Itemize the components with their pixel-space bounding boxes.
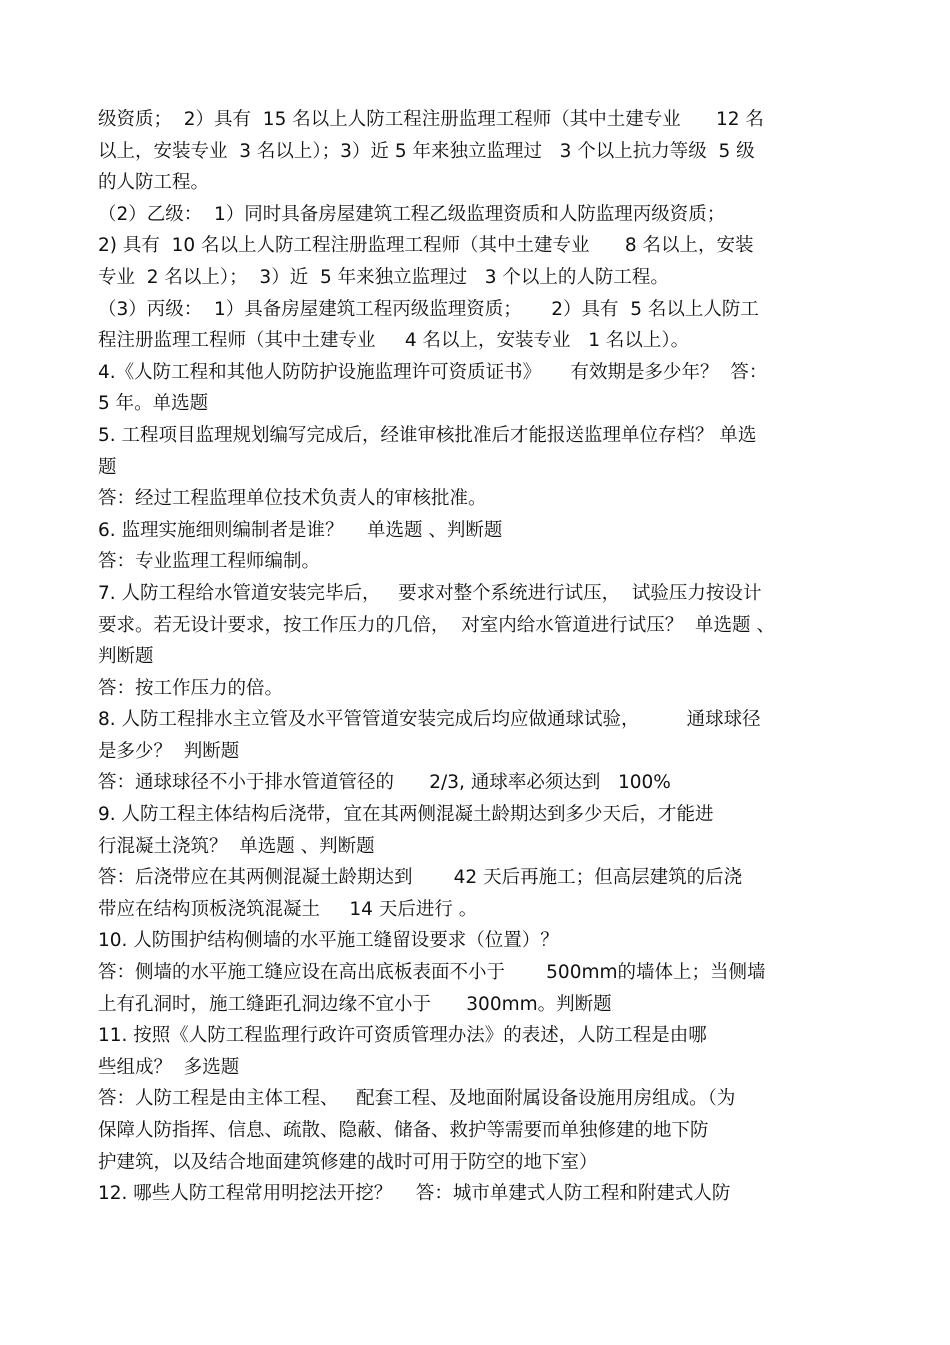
text-line: 4.《人防工程和其他人防防护设施监理许可资质证书》 有效期是多少年？ 答：	[98, 361, 768, 383]
text-line: 带应在结构顶板浇筑混凝土 14 天后进行 。	[98, 898, 478, 920]
text-line: 上有孔洞时，施工缝距孔洞边缘不宜小于 300mm。判断题	[98, 993, 612, 1015]
text-line: （3）丙级： 1）具备房屋建筑工程丙级监理资质； 2）具有 5 名以上人防工	[98, 298, 759, 320]
text-line: （2）乙级： 1）同时具备房屋建筑工程乙级监理资质和人防监理丙级资质；	[98, 203, 726, 225]
text-line: 答：通球球径不小于排水管道管径的 2/3, 通球率必须达到 100%	[98, 772, 671, 794]
text-line: 10. 人防围护结构侧墙的水平施工缝留设要求（位置）？	[98, 930, 559, 952]
text-line: 11. 按照《人防工程监理行政许可资质管理办法》的表述，人防工程是由哪	[98, 1025, 707, 1047]
text-line: 9. 人防工程主体结构后浇带，宜在其两侧混凝土龄期达到多少天后，才能进	[98, 804, 714, 826]
text-line: 要求。若无设计要求，按工作压力的几倍， 对室内给水管道进行试压？ 单选题 、	[98, 614, 775, 636]
text-line: 5 年。单选题	[98, 393, 209, 415]
text-line: 级资质； 2）具有 15 名以上人防工程注册监理工程师（其中土建专业 12 名	[98, 109, 764, 130]
text-line: 护建筑，以及结合地面建筑修建的战时可用于防空的地下室）	[98, 1151, 598, 1173]
text-line: 判断题	[98, 646, 154, 668]
text-line: 答：按工作压力的倍。	[98, 677, 284, 699]
text-line: 程注册监理工程师（其中土建专业 4 名以上，安装专业 1 名以上）。	[98, 330, 690, 352]
text-line: 答：经过工程监理单位技术负责人的审核批准。	[98, 488, 487, 510]
text-line: 6. 监理实施细则编制者是谁？ 单选题 、判断题	[98, 519, 503, 541]
text-line: 答：人防工程是由主体工程、 配套工程、及地面附属设备设施用房组成。（为	[98, 1088, 736, 1110]
text-line: 以上，安装专业 3 名以上）；3）近 5 年来独立监理过 3 个以上抗力等级 5 级	[98, 140, 755, 162]
text-line: 的人防工程。	[98, 172, 210, 194]
text-line: 答：专业监理工程师编制。	[98, 551, 321, 573]
text-line: 8. 人防工程排水主立管及水平管管道安装完成后均应做通球试验， 通球球径	[98, 709, 761, 731]
text-line: 答：侧墙的水平施工缝应设在高出底板表面不小于 500mm的墙体上；当侧墙	[98, 962, 766, 984]
text-line: 答：后浇带应在其两侧混凝土龄期达到 42 天后再施工；但高层建筑的后浇	[98, 867, 743, 889]
text-line: 专业 2 名以上）； 3）近 5 年来独立监理过 3 个以上的人防工程。	[98, 266, 669, 288]
text-line: 些组成？ 多选题	[98, 1056, 240, 1078]
document-body	[98, 104, 843, 1210]
text-line: 行混凝土浇筑？ 单选题 、判断题	[98, 835, 375, 857]
text-line: 题	[98, 456, 117, 478]
text-line: 5. 工程项目监理规划编写完成后，经谁审核批准后才能报送监理单位存档？ 单选	[98, 424, 757, 446]
text-line: 保障人防指挥、信息、疏散、隐蔽、储备、救护等需要而单独修建的地下防	[98, 1120, 709, 1141]
text-line: 是多少？ 判断题	[98, 740, 240, 762]
text-line: 2) 具有 10 名以上人防工程注册监理工程师（其中土建专业 8 名以上，安装	[98, 235, 754, 257]
text-line: 7. 人防工程给水管道安装完毕后， 要求对整个系统进行试压， 试验压力按设计	[98, 582, 762, 604]
text-line: 12. 哪些人防工程常用明挖法开挖？ 答：城市单建式人防工程和附建式人防	[98, 1183, 731, 1205]
